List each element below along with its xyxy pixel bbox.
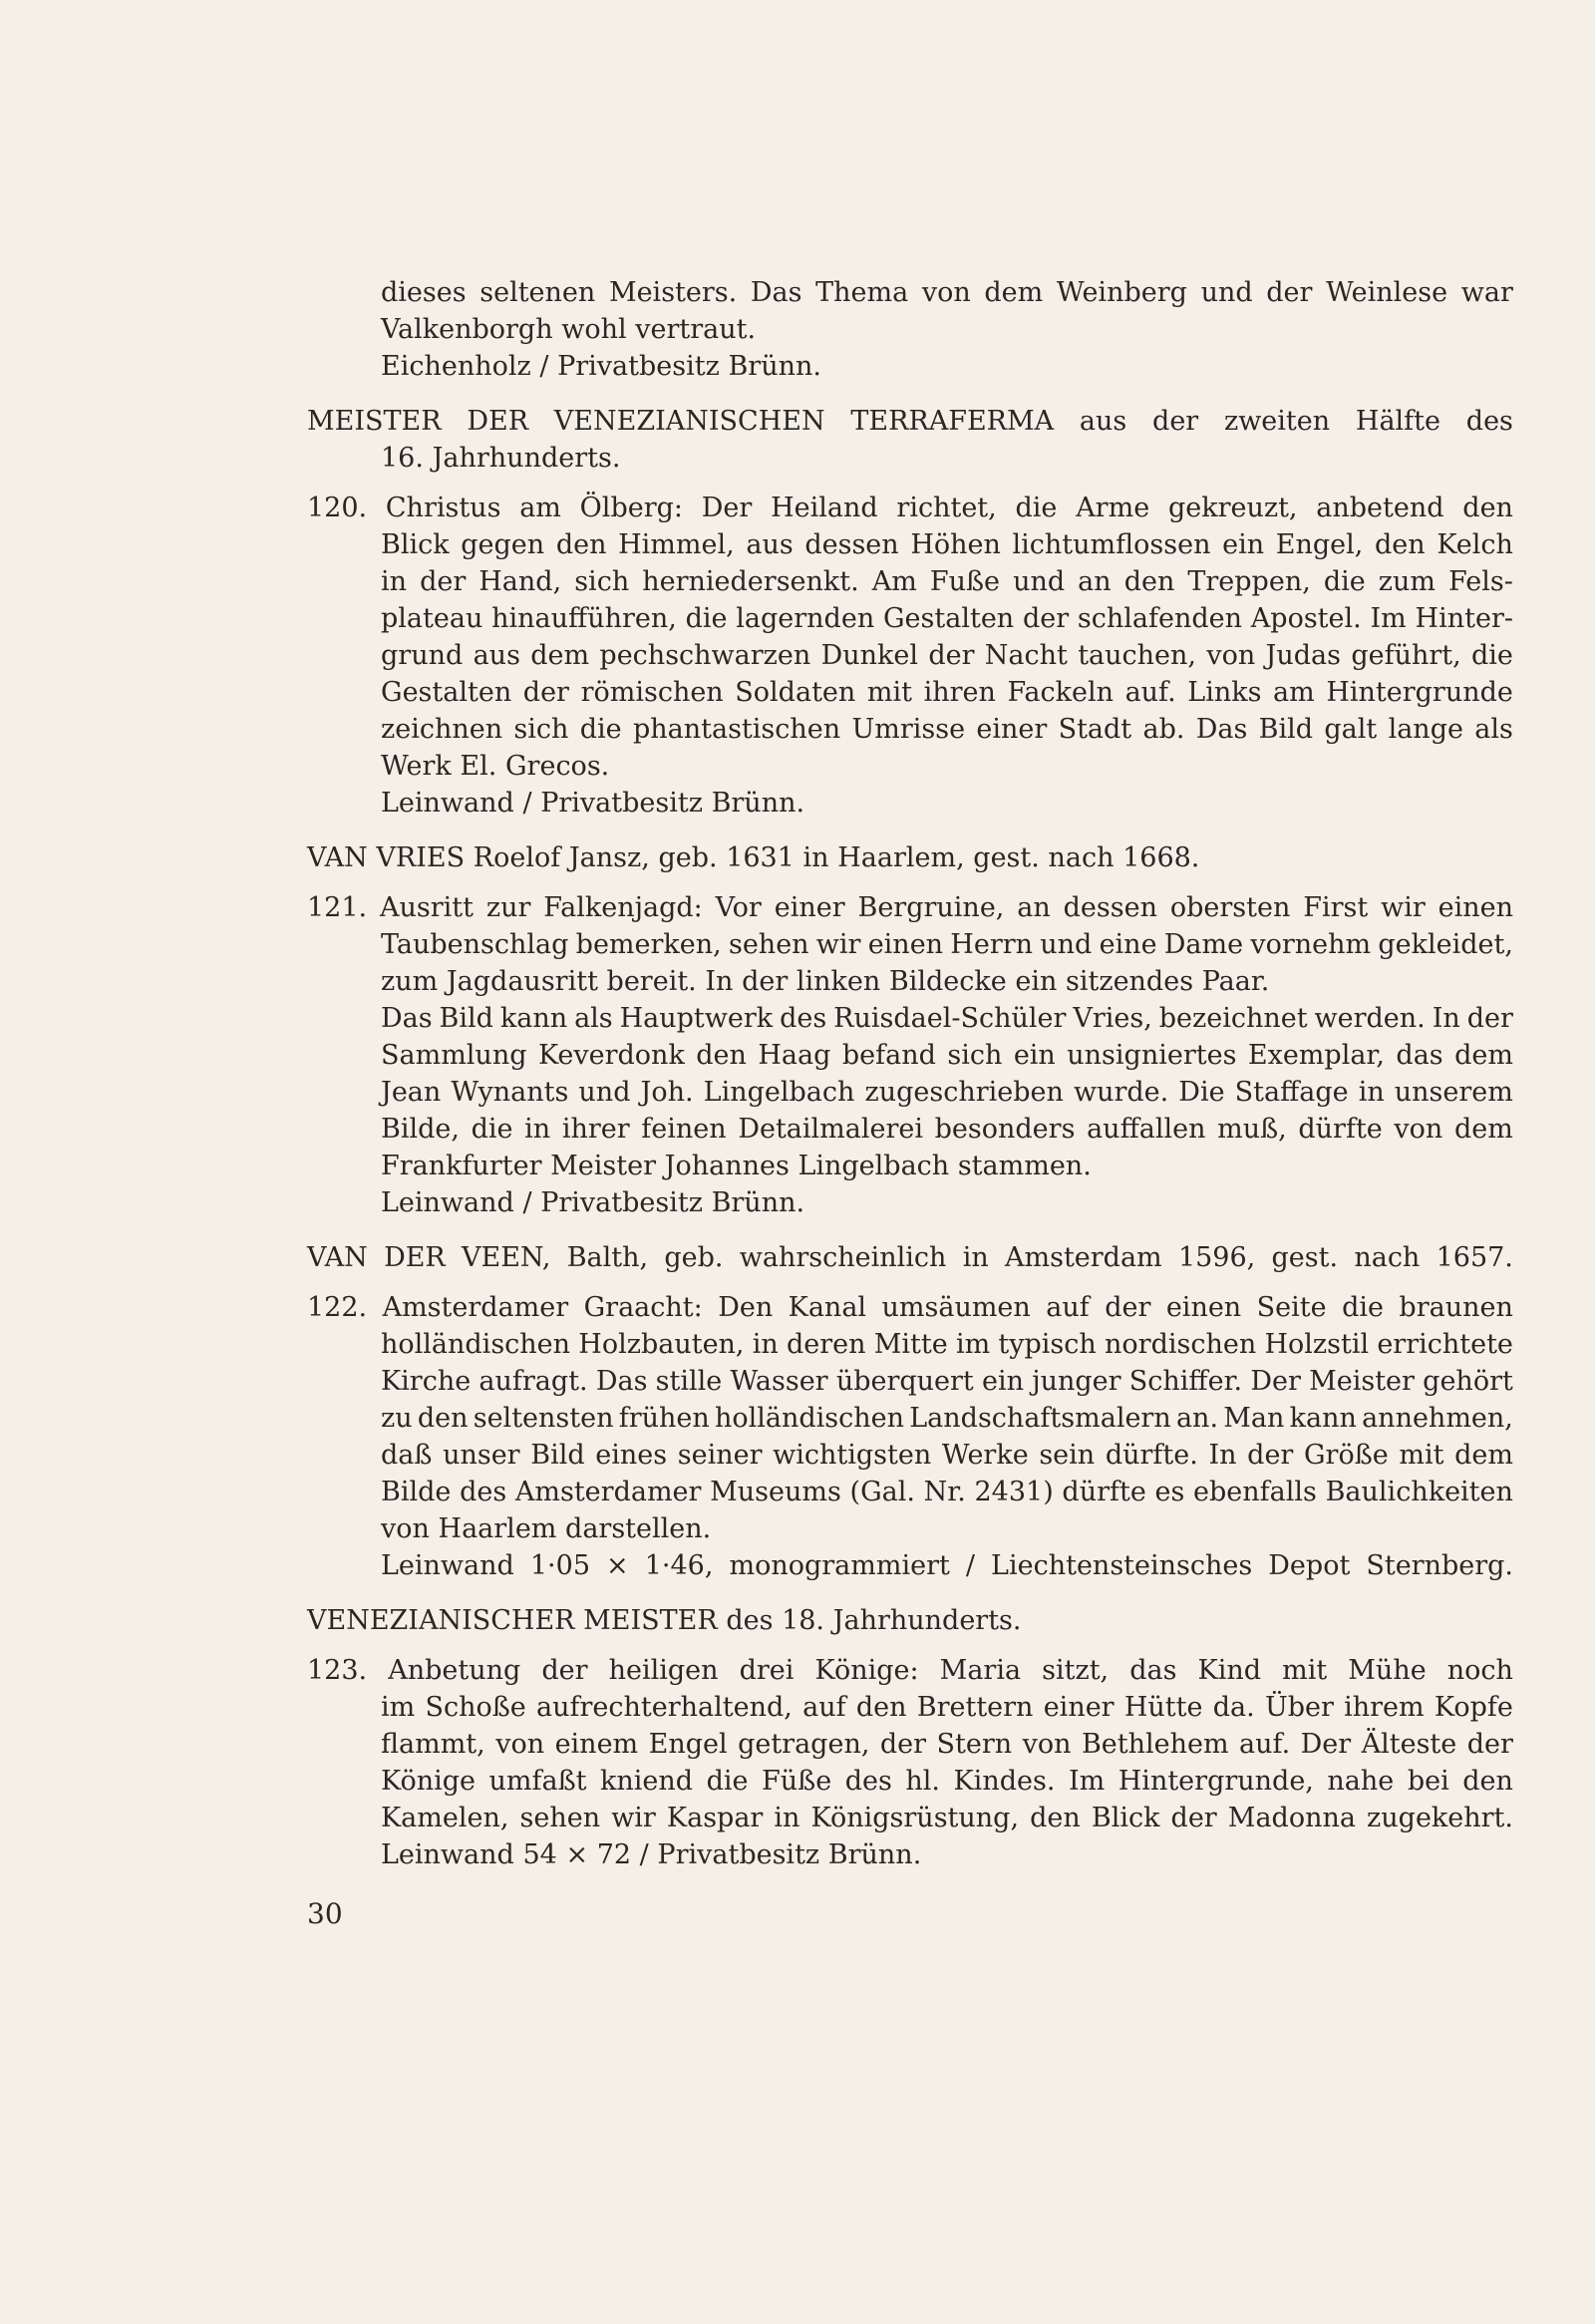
text-line: 122. Amsterdamer Graacht: Den Kanal umsäumen auf der einen Seite die braunen [307,1292,1513,1323]
text-line: plateau hinaufführen, die lagernden Gestalten der schlafenden Apostel. Im Hinter- [381,603,1513,634]
text-line: daß unser Bild eines seiner wichtigsten Werke sein dürfte. In der Größe mit dem [381,1440,1513,1471]
text-line: Sammlung Keverdonk den Haag befand sich ein unsigniertes Exemplar, das dem [381,1040,1513,1071]
text-line: Bilde des Amsterdamer Museums (Gal. Nr. 2431) dürfte es ebenfalls Baulichkeiten [381,1477,1513,1507]
text-line: MEISTER DER VENEZIANISCHEN TERRAFERMA aus der zweiten Hälfte des [307,406,1513,437]
text-line: Könige umfaßt kniend die Füße des hl. Kindes. Im Hintergrunde, nahe bei den [381,1766,1513,1797]
text-line: 121. Ausritt zur Falkenjagd: Vor einer Bergruine, an dessen obersten First wir einen [307,892,1513,923]
text-line: flammt, von einem Engel getragen, der Stern von Bethlehem auf. Der Älteste der [381,1729,1513,1760]
text-line: von Haarlem darstellen. [381,1513,712,1544]
page-number: 30 [307,1897,343,1930]
text-line: Eichenholz / Privatbesitz Brünn. [381,351,821,382]
text-line: Frankfurter Meister Johannes Lingelbach stammen. [381,1151,1092,1181]
text-line: Valkenborgh wohl vertraut. [381,314,757,345]
text-line: im Schoße aufrechterhaltend, auf den Brettern einer Hütte da. Über ihrem Kopfe [381,1692,1513,1723]
text-line: VAN VRIES Roelof Jansz, geb. 1631 in Haarlem, gest. nach 1668. [307,842,1200,873]
text-line: Blick gegen den Himmel, aus dessen Höhen lichtumflossen ein Engel, den Kelch [381,529,1513,560]
text-line: Leinwand / Privatbesitz Brünn. [381,1187,805,1218]
text-line: Gestalten der römischen Soldaten mit ihren Fackeln auf. Links am Hintergrunde [381,677,1513,708]
text-line: zeichnen sich die phantastischen Umrisse einer Stadt ab. Das Bild galt lange als [381,714,1513,745]
text-line: 16. Jahrhunderts. [381,443,621,474]
text-line: zum Jagdausritt bereit. In der linken Bildecke ein sitzendes Paar. [381,966,1270,997]
text-line: dieses seltenen Meisters. Das Thema von dem Weinberg und der Weinlese war [381,277,1513,308]
text-line: Jean Wynants und Joh. Lingelbach zugeschrieben wurde. Die Staffage in unserem [381,1077,1513,1108]
text-line: VAN DER VEEN, Balth, geb. wahrscheinlich in Amsterdam 1596, gest. nach 1657. [307,1242,1513,1273]
text-line: Kamelen, sehen wir Kaspar in Königsrüstung, den Blick der Madonna zugekehrt. [381,1803,1513,1833]
text-line: Leinwand / Privatbesitz Brünn. [381,788,805,819]
text-line: VENEZIANISCHER MEISTER des 18. Jahrhunderts. [307,1605,1022,1636]
text-line: Werk El. Grecos. [381,751,610,782]
text-line: Leinwand 54 × 72 / Privatbesitz Brünn. [381,1839,922,1870]
text-line: Das Bild kann als Hauptwerk des Ruisdael-Schüler Vries, bezeichnet werden. In der [381,1003,1513,1034]
text-line: Bilde, die in ihrer feinen Detailmalerei besonders auffallen muß, dürfte von dem [381,1114,1513,1145]
text-line: grund aus dem pechschwarzen Dunkel der Nacht tauchen, von Judas geführt, die [381,640,1513,671]
text-line: zu den seltensten frühen holländischen Landschaftsmalern an. Man kann annehmen, [381,1403,1513,1434]
text-line: Leinwand 1·05 × 1·46, monogrammiert / Liechtensteinsches Depot Sternberg. [381,1550,1513,1581]
text-line: in der Hand, sich herniedersenkt. Am Fuße und an den Treppen, die zum Fels- [381,566,1513,597]
text-line: 120. Christus am Ölberg: Der Heiland richtet, die Arme gekreuzt, anbetend den [307,493,1513,523]
text-line: Taubenschlag bemerken, sehen wir einen Herrn und eine Dame vornehm gekleidet, [381,929,1513,960]
text-line: holländischen Holzbauten, in deren Mitte im typisch nordischen Holzstil errichtete [381,1329,1513,1360]
text-line: Kirche aufragt. Das stille Wasser überquert ein junger Schiffer. Der Meister gehört [381,1366,1513,1397]
text-line: 123. Anbetung der heiligen drei Könige: Maria sitzt, das Kind mit Mühe noch [307,1655,1513,1686]
